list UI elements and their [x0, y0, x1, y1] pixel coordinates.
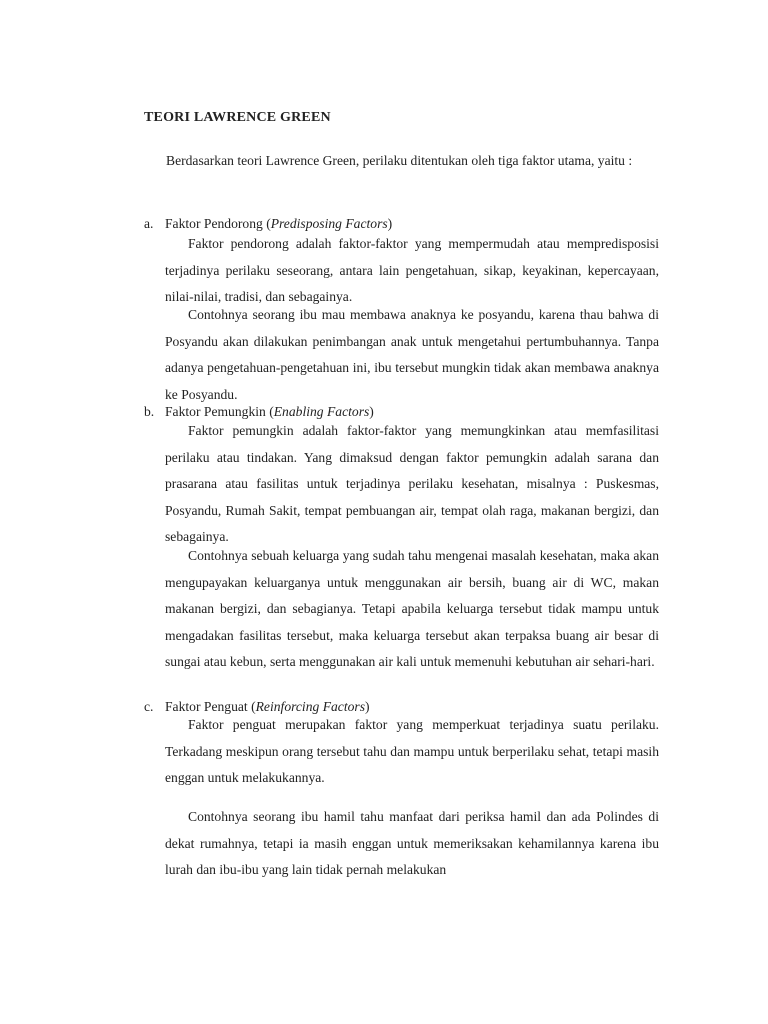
item-a-paragraph-2: Contohnya seorang ibu mau membawa anaknya ke posyandu, karena thau bahwa di Posyandu akan dilakukan penimbangan anak untuk mengetahui pertumbuhannya. Tanpa adanya pengetahuan-pengetahuan ini, ibu tersebut mungkin tidak akan membawa anaknya ke Posyandu.: [165, 307, 659, 402]
document-title: TEORI LAWRENCE GREEN: [144, 110, 331, 125]
item-a-close: ): [387, 216, 393, 231]
item-a-paragraph-1: Faktor pendorong adalah faktor-faktor yang mempermudah atau mempredisposisi terjadinya perilaku seseorang, antara lain pengetahuan, sikap, keyakinan, kepercayaan, nilai-nilai, tradisi, dan sebagainya.: [165, 236, 659, 304]
item-c-paragraph-2: Contohnya seorang ibu hamil tahu manfaat dari periksa hamil dan ada Polindes di dekat rumahnya, tetapi ia masih enggan untuk memeriksakan kehamilannya karena ibu lurah dan ibu-ibu yang lain tidak pernah melakukan: [165, 809, 659, 877]
item-c-paragraph-1: Faktor penguat merupakan faktor yang memperkuat terjadinya suatu perilaku. Terkadang meskipun orang tersebut tahu dan mampu untuk berperilaku sehat, tetapi masih enggan untuk melakukannya.: [165, 717, 659, 785]
item-a-italic-term: Predisposing Factors: [270, 216, 388, 231]
item-b-paragraph-2: Contohnya sebuah keluarga yang sudah tahu mengenai masalah kesehatan, maka akan mengupayakan keluarganya untuk menggunakan air bersih, buang air di WC, makan makanan bergizi, dan sebagianya. Tetapi apabila keluarga tersebut tidak mampu untuk mengadakan fasilitas tersebut, maka keluarga tersebut akan terpaksa buang air besar di sungai atau kebun, serta menggunakan air kali untuk memenuhi kebutuhan air sehari-hari.: [165, 548, 659, 669]
item-a-marker: a.: [144, 216, 154, 231]
item-b-paragraph-1: Faktor pemungkin adalah faktor-faktor yang memungkinkan atau memfasilitasi perilaku atau tindakan. Yang dimaksud dengan faktor pemungkin adalah sarana dan prasarana atau fasilitas untuk terjadinya perilaku kesehatan, misalnya : Puskesmas, Posyandu, Rumah Sakit, tempat pembuangan air, tempat olah raga, makanan bergizi, dan sebagainya.: [165, 423, 659, 544]
item-b-marker: b.: [144, 404, 155, 419]
item-b-label: Faktor Pemungkin (: [165, 404, 274, 419]
item-c-close: ): [365, 699, 370, 714]
item-a-label: Faktor Pendorong (: [165, 216, 271, 231]
item-c-marker: c.: [144, 699, 154, 714]
item-b-italic-term: Enabling Factors: [273, 404, 370, 419]
item-c-label: Faktor Penguat (: [165, 699, 256, 714]
intro-paragraph: Berdasarkan teori Lawrence Green, perilaku ditentukan oleh tiga faktor utama, yaitu :: [166, 153, 633, 168]
item-b-close: ): [369, 404, 374, 419]
item-c-italic-term: Reinforcing Factors: [255, 699, 365, 714]
